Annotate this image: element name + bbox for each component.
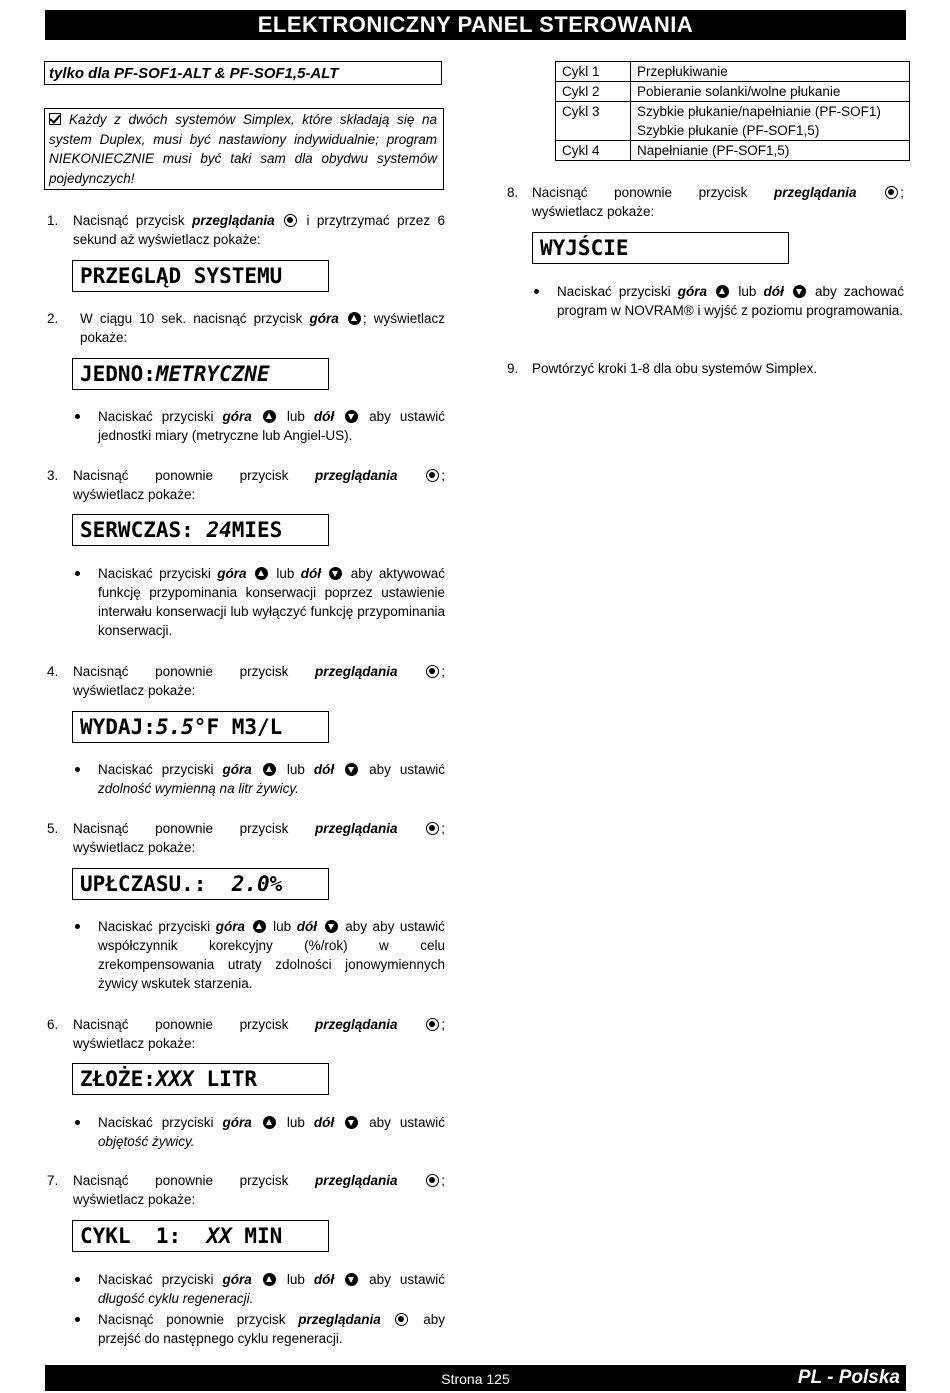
up-button-icon [263,763,276,776]
display-resin-volume: ZŁOŻE:XXX LITR [72,1063,329,1095]
down-button-icon [345,410,358,423]
step-5-line-a: Nacisnąć ponownie przycisk przeglądania ; [73,821,445,836]
table-row: Cykl 2 Pobieranie solanki/wolne płukanie [556,82,910,102]
step-2-text: W ciągu 10 sek. nacisnąć przycisk góra ; wyświetlacz pokaże: [80,311,445,345]
review-button-icon [426,1174,439,1187]
step-6-line-b: wyświetlacz pokaże: [73,1036,196,1051]
cycles-table [555,61,910,161]
step-number: 3. [47,468,59,483]
review-button-icon [426,469,439,482]
page-header: ELEKTRONICZNY PANEL STEROWANIA [45,10,906,40]
up-button-icon [263,1116,276,1129]
step-4-line-b: wyświetlacz pokaże: [73,683,196,698]
models-box: tylko dla PF-SOF1-ALT & PF-SOF1,5-ALT [44,61,442,85]
display-system-review: PRZEGLĄD SYSTEMU [72,260,329,292]
review-button-icon [885,186,898,199]
step-7-bullet: Naciskać przyciski góra lub dół aby ustawić długość cyklu regeneracji. [98,1272,445,1306]
display-units: JEDNO:METRYCZNE [72,358,329,390]
up-button-icon [255,567,268,580]
step-number: 6. [47,1017,59,1032]
table-row: Cykl 4 Napełnianie (PF-SOF1,5) [556,141,910,161]
step-number: 5. [47,821,59,836]
page-number: Strona 125 [441,1371,510,1387]
up-button-icon [348,312,361,325]
step-6-bullet: Naciskać przyciski góra lub dół aby ustawić objętość żywicy. [98,1115,445,1149]
step-7-line-a: Nacisnąć ponownie przycisk przeglądania ; [73,1173,445,1188]
page-footer [45,1365,906,1391]
step-8-line-a: Nacisnąć ponownie przycisk przeglądania ; [532,185,904,200]
display-aging-correction: UPŁCZASU.: 2.0% [72,868,329,900]
table-row: Cykl 1 Przepłukiwanie [556,62,910,82]
review-button-icon [426,1018,439,1031]
display-cycle-time: CYKL 1: XX MIN [72,1220,329,1252]
step-3-line-b: wyświetlacz pokaże: [73,487,196,502]
step-2-bullet: Naciskać przyciski góra lub dół aby ustawić jednostki miary (metryczne lub Angiel-US). [98,409,445,443]
review-button-icon [395,1313,408,1326]
table-row: Cykl 3 Szybkie płukanie/napełnianie (PF-SOF1) Szybkie płukanie (PF-SOF1,5) [556,102,910,141]
up-button-icon [253,920,266,933]
up-button-icon [263,410,276,423]
up-button-icon [716,285,729,298]
step-9-text: Powtórzyć kroki 1-8 dla obu systemów Simplex. [532,361,818,376]
step-3-bullet: Naciskać przyciski góra lub dół aby aktywować funkcję przypominania konserwacji poprzez ustawienie interwału konserwacji lub wyłączyć funkcję przypominania konserwacji. [98,566,445,638]
review-button-icon [426,822,439,835]
step-number: 2. [47,311,59,326]
language-label: PL - Polska [797,1367,900,1388]
step-number: 4. [47,664,59,679]
display-exit: WYJŚCIE [532,232,789,264]
step-1-text: Nacisnąć przycisk przeglądania i przytrzymać przez 6 sekund aż wyświetlacz pokaże: [73,213,445,247]
down-button-icon [325,920,338,933]
step-3-line-a: Nacisnąć ponownie przycisk przeglądania ; [73,468,445,483]
review-button-icon [426,665,439,678]
display-capacity: WYDAJ:5.5°F M3/L [72,711,329,743]
step-7-bullet-2: Nacisnąć ponownie przycisk przeglądania aby przejść do następnego cyklu regeneracji. [98,1312,445,1346]
step-4-bullet: Naciskać przyciski góra lub dół aby ustawić zdolność wymienną na litr żywicy. [98,762,445,796]
note-box [44,108,444,190]
step-number: 8. [507,185,519,200]
down-button-icon [793,285,806,298]
step-6-line-a: Nacisnąć ponownie przycisk przeglądania ; [73,1017,445,1032]
down-button-icon [329,567,342,580]
step-8-line-b: wyświetlacz pokaże: [532,204,655,219]
step-number: 9. [507,361,519,376]
down-button-icon [345,763,358,776]
step-number: 7. [47,1173,59,1188]
step-8-bullet: Naciskać przyciski góra lub dół aby zachować program w NOVRAM® i wyjść z poziomu programowania. [557,284,904,318]
note-text: Każdy z dwóch systemów Simplex, które składają się na system Duplex, musi być nastawiony indywidualnie; program NIEKONIECZNIE musi być taki sam dla obydwu systemów pojedynczych! [49,112,437,186]
step-5-line-b: wyświetlacz pokaże: [73,840,196,855]
step-7-line-b: wyświetlacz pokaże: [73,1192,196,1207]
down-button-icon [345,1273,358,1286]
up-button-icon [263,1273,276,1286]
step-5-bullet: Naciskać przyciski góra lub dół aby aby ustawić współczynnik korekcyjny (%/rok) w celu zrekompensowania utraty zdolności jonowymiennych żywicy wskutek starzenia. [98,919,445,991]
down-button-icon [345,1116,358,1129]
step-number: 1. [47,213,59,228]
checkbox-icon [49,113,61,125]
review-button-icon [284,214,297,227]
display-service-interval: SERWCZAS: 24MIES [72,514,329,546]
step-4-line-a: Nacisnąć ponownie przycisk przeglądania ; [73,664,445,679]
